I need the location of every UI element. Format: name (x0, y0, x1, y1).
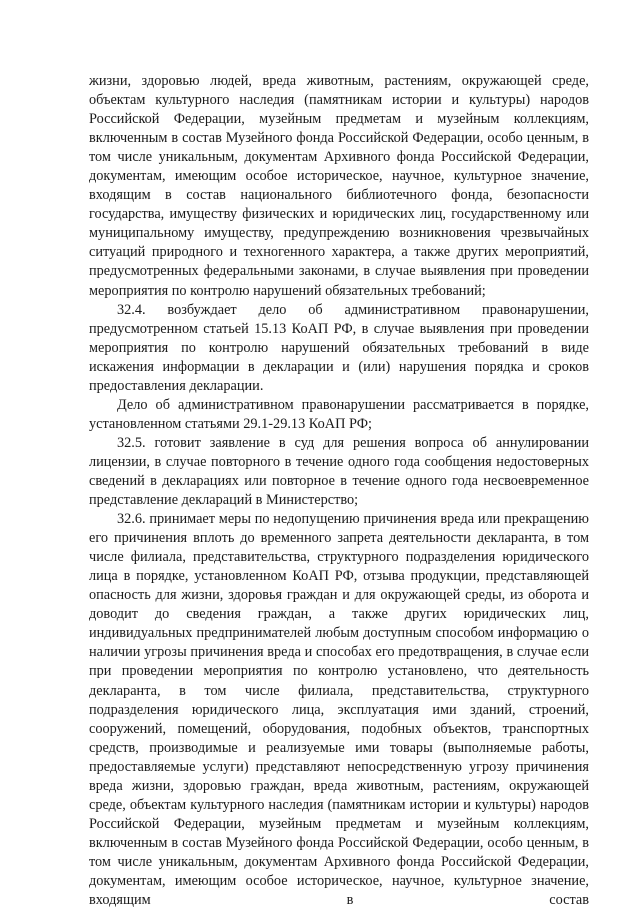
paragraph-32-5: 32.5. готовит заявление в суд для решения вопроса об аннулировании лицензии, в случае повторного в течение одного года сообщения недостоверных сведений в декларациях или повторное в течение одного года несвоевременное представление деклараций в Министерство; (89, 434, 589, 509)
paragraph-continuation: жизни, здоровью людей, вреда животным, растениям, окружающей среде, объектам культурного наследия (памятникам истории и культуры) народов Российской Федерации, музейным предметам и музейным коллекциям, включенным в состав Музейного фонда Российской Федерации, особо ценным, в том числе уникальным, документам Архивного фонда Российской Федерации, документам, имеющим особое историческое, научное, культурное значение, входящим в состав национального библиотечного фонда, безопасности государства, имуществу физических и юридических лиц, государственному или муниципальному имуществу, предупреждению возникновения чрезвычайных ситуаций природного и техногенного характера, а также других мероприятий, предусмотренных федеральными законами, в случае выявления при проведении мероприятия по контролю нарушений обязательных требований; (89, 73, 589, 299)
paragraph-32-4: 32.4. возбуждает дело об административном правонарушении, предусмотренном статьей 15.13 КоАП РФ, в случае выявления при проведении мероприятия по контролю нарушений обязательных требований в виде искажения информации в декларации и (или) нарушения порядка и сроков предоставления декларации. (89, 301, 589, 394)
paragraph-32-6: 32.6. принимает меры по недопущению причинения вреда или прекращению его причинения вплоть до временного запрета деятельности декларанта, в том числе филиала, представительства, структурного подразделения юридического лица в порядке, установленном КоАП РФ, отзыва продукции, представляющей опасность для жизни, здоровья граждан и для окружающей среды, из оборота и доводит до сведения граждан, а также других юридических лиц, индивидуальных предпринимателей любым доступным способом информацию о наличии угрозы причинения вреда и способах его предотвращения, в случае если при проведении мероприятия по контролю установлено, что деятельность декларанта, в том числе филиала, представительства, структурного подразделения юридического лица, эксплуатация ими зданий, строений, сооружений, помещений, оборудования, подобных объектов, транспортных средств, производимые и реализуемые ими товары (выполняемые работы, предоставляемые услуги) представляют непосредственную угрозу причинения вреда жизни, здоровью граждан, вреда животным, растениям, окружающей среде, объектам культурного наследия (памятникам истории и культуры) народов Российской Федерации, музейным предметам и музейным коллекциям, включенным в состав Музейного фонда Российской Федерации, особо ценным, в том числе уникальным, документам Архивного фонда Российской Федерации, документам, имеющим особое историческое, научное, культурное значение, входящим в состав (89, 511, 589, 909)
paragraph-case-review: Дело об административном правонарушении рассматривается в порядке, установленном статьями 29.1-29.13 КоАП РФ; (89, 396, 589, 432)
document-body (89, 72, 589, 910)
